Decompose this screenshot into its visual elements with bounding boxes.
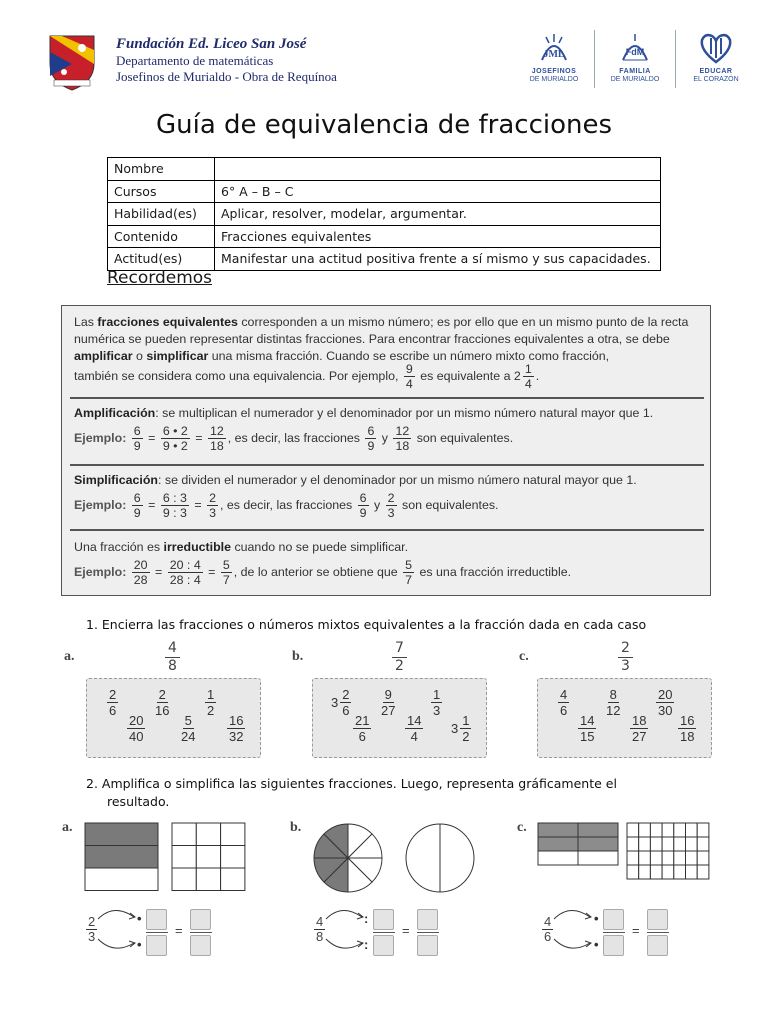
josefinos-logo — [520, 30, 588, 90]
table-label: Habilidad(es) — [108, 203, 215, 226]
fraction-option[interactable] — [576, 713, 598, 744]
text: una misma fracción. Cuando se escribe un número mixto como fracción, — [208, 349, 610, 363]
fraction-figures — [537, 822, 717, 894]
grid-cell[interactable] — [221, 823, 245, 846]
grid-cell[interactable] — [674, 851, 686, 865]
fraction-option[interactable]: 3 $\frac{2}{6}$ — [331, 687, 350, 718]
fraction: $\frac{1}{4}$ — [524, 362, 532, 391]
exercise-1-letter: a. — [64, 649, 75, 664]
simplification-example: Ejemplo: $\frac{6}{9}$ = $\frac{6 : 3}{9 : 3}$ = $\frac{2}{3}$ , es decir, las fracciones $\frac{6}{9}$ y $\frac{2}{3}$ son equivalentes. — [74, 491, 499, 520]
exercise-1-prompt: 1. Encierra las fracciones o números mixtos equivalentes a la fracción dada en cada caso — [86, 617, 647, 632]
table-row — [108, 225, 661, 248]
page-header — [40, 28, 740, 98]
familia-sub: DE MURIALDO — [610, 76, 660, 83]
page-title: Guía de equivalencia de fracciones — [155, 110, 613, 140]
table-label: Actitud(es) — [108, 248, 215, 271]
grid-cell[interactable] — [172, 868, 196, 891]
grid-cell[interactable] — [650, 851, 662, 865]
fraction-option[interactable] — [403, 713, 425, 744]
fraction: $\frac{20}{30}$ — [658, 687, 673, 718]
exercise-2-prompt-line1: 2. Amplifica o simplifica las siguientes fracciones. Luego, representa gráficamente el — [86, 776, 617, 791]
irreducible-example: Ejemplo: $\frac{20}{28}$ = $\frac{20 : 4}{28 : 4}$ = $\frac{5}{7}$ , de lo anterior se obtiene que $\frac{5}{7}$ es una fracción irreductible. — [74, 558, 572, 587]
text: es equivalente a 2 — [420, 368, 521, 383]
exercise-2-prompt-line2: resultado. — [107, 794, 170, 809]
result-input[interactable] — [647, 935, 668, 956]
educar-sub: EL CORAZÓN — [693, 76, 739, 83]
fraction-option[interactable] — [429, 687, 444, 718]
heart-icon — [696, 30, 736, 66]
fraction-option[interactable] — [654, 687, 676, 718]
fraction: $\frac{4}{6}$ — [560, 687, 568, 718]
text: cuando no se puede simplificar. — [231, 540, 409, 554]
fraction-option[interactable] — [351, 713, 373, 744]
school-crest-icon — [44, 32, 100, 92]
fraction: $\frac{2}{3}$ — [618, 640, 633, 675]
divider — [70, 529, 704, 531]
text: corresponden a un mismo número; es por ello que en un mismo punto de la recta numérica se pueden representar distintas fracciones. Para encontrar fracciones equivalentes a otra, se debe — [74, 315, 689, 346]
fraction: $\frac{1}{2}$ — [462, 713, 470, 744]
grid-cell[interactable] — [196, 823, 220, 846]
fraction: $\frac{2}{6}$ — [342, 687, 350, 718]
grid-cell[interactable] — [674, 865, 686, 879]
fraction-bar — [190, 932, 212, 933]
fraction-figures — [311, 822, 491, 894]
table-row — [108, 203, 661, 226]
result-input[interactable] — [417, 935, 438, 956]
table-row — [108, 180, 661, 203]
equals-sign: = — [402, 923, 410, 938]
fraction: $\frac{2}{6}$ — [109, 687, 117, 718]
grid-cell[interactable] — [662, 851, 674, 865]
text: Simplificación — [74, 473, 158, 487]
factor-input[interactable] — [603, 909, 624, 930]
text: también se considera como una equivalencia. Por ejemplo, — [74, 368, 399, 383]
grid-cell[interactable] — [662, 837, 674, 851]
result-input[interactable] — [417, 909, 438, 930]
grid-cell[interactable] — [697, 837, 709, 851]
fraction-part — [578, 851, 618, 865]
amplification-example: Ejemplo: $\frac{6}{9}$ = $\frac{6 • 2}{9 • 2}$ = $\frac{12}{18}$ , es decir, las fracciones $\frac{6}{9}$ y $\frac{12}{18}$ son equivalentes. — [74, 424, 514, 453]
fraction: $\frac{4}{8}$ — [165, 640, 180, 675]
grid-cell[interactable] — [686, 823, 698, 837]
fraction: $\frac{2}{16}$ — [155, 687, 170, 718]
fraction: $\frac{21}{6}$ — [355, 713, 370, 744]
text: : se multiplican el numerador y el denominador por un mismo número natural mayor que 1. — [155, 406, 654, 420]
fraction: $\frac{9}{4}$ — [405, 362, 413, 391]
fraction: $\frac{9}{27}$ — [381, 687, 396, 718]
grid-cell[interactable] — [221, 846, 245, 869]
grid-cell[interactable] — [172, 823, 196, 846]
text: simplificar — [146, 349, 209, 363]
grid-cell[interactable] — [674, 823, 686, 837]
factor-input[interactable] — [603, 935, 624, 956]
result-input[interactable] — [647, 909, 668, 930]
theory-box — [61, 305, 711, 596]
fraction: $\frac{4}{6}$ — [544, 914, 552, 944]
table-label: Contenido — [108, 225, 215, 248]
fraction: $\frac{18}{27}$ — [632, 713, 647, 744]
fraction-option[interactable] — [225, 713, 247, 744]
text: o — [132, 349, 147, 363]
intro-example: también se considera como una equivalencia. Por ejemplo, $\frac{9}{4}$ es equivalente a 2 $\frac{1}{4}$ . — [74, 362, 540, 391]
educar-logo — [682, 30, 750, 90]
options-box — [537, 678, 712, 758]
text: , es decir, las fracciones — [227, 430, 360, 445]
fraction: $\frac{7}{2}$ — [392, 640, 407, 675]
exercise-1-letter: b. — [292, 649, 304, 664]
grid-cell[interactable] — [196, 846, 220, 869]
josefinos-sub: DE MURIALDO — [529, 76, 579, 83]
operator-symbol: : — [364, 937, 369, 952]
fraction-option[interactable] — [377, 687, 399, 718]
table-value: Manifestar una actitud positiva frente a sí mismo y sus capacidades. — [215, 248, 661, 271]
text: es una fracción irreductible. — [419, 564, 572, 579]
josefinos-mark: JML — [543, 49, 565, 60]
fraction: $\frac{8}{12}$ — [606, 687, 621, 718]
fraction-option[interactable] — [105, 687, 120, 718]
logo-divider — [675, 30, 676, 88]
result-input[interactable] — [190, 909, 211, 930]
grid-cell[interactable] — [639, 837, 651, 851]
equals-sign: = — [632, 923, 640, 938]
familia-mark: FdM — [625, 47, 645, 57]
fraction-part — [578, 823, 618, 837]
text: y — [374, 497, 381, 512]
fraction-option[interactable] — [602, 687, 624, 718]
section-heading: Recordemos — [107, 268, 213, 288]
fraction-option[interactable] — [676, 713, 698, 744]
grid-cell[interactable] — [650, 865, 662, 879]
irreducible-definition — [74, 539, 702, 556]
fraction: $\frac{20}{40}$ — [129, 713, 144, 744]
fraction-bar — [417, 932, 439, 933]
fraction-part — [85, 868, 158, 891]
fraction: $\frac{16}{32}$ — [229, 713, 244, 744]
fraction-option[interactable] — [628, 713, 650, 744]
options-box — [312, 678, 487, 758]
logo-divider — [594, 30, 595, 88]
josefinos-logo-icon — [534, 30, 574, 66]
exercise-1-letter: c. — [519, 649, 529, 664]
fraction-part — [538, 837, 578, 851]
grid-cell[interactable] — [697, 823, 709, 837]
grid-cell[interactable] — [697, 851, 709, 865]
fraction-part — [85, 846, 158, 869]
table-value: 6° A – B – C — [215, 180, 661, 203]
text: irreductible — [163, 540, 232, 554]
school-location: Josefinos de Murialdo - Obra de Requínoa — [116, 69, 337, 84]
grid-cell[interactable] — [639, 865, 651, 879]
grid-cell[interactable] — [686, 865, 698, 879]
grid-cell[interactable] — [627, 851, 639, 865]
grid-cell[interactable] — [172, 846, 196, 869]
text: Amplificación — [74, 406, 156, 420]
fraction-option[interactable] — [151, 687, 173, 718]
table-row — [108, 158, 661, 181]
equals-sign: = — [175, 923, 183, 938]
curved-arrows-icon — [550, 905, 600, 955]
exercise-2-letter: b. — [290, 820, 302, 835]
fraction-bar — [647, 932, 669, 933]
divider — [70, 397, 704, 399]
fraction-part — [538, 823, 578, 837]
text: Una fracción es — [74, 540, 164, 554]
grid-cell[interactable] — [639, 851, 651, 865]
fraction-bar — [603, 932, 625, 933]
name-field[interactable] — [215, 158, 661, 181]
text: Ejemplo: — [74, 497, 127, 512]
simplification-definition — [74, 472, 702, 489]
grid-cell[interactable] — [697, 865, 709, 879]
text: Ejemplo: — [74, 564, 127, 579]
fraction: $\frac{1}{2}$ — [207, 687, 215, 718]
grid-cell[interactable] — [650, 823, 662, 837]
grid-cell[interactable] — [627, 837, 639, 851]
partner-logos — [520, 30, 750, 96]
fraction-option[interactable]: 3 $\frac{1}{2}$ — [451, 713, 470, 744]
fraction-option[interactable] — [177, 713, 199, 744]
operator-symbol: : — [364, 911, 369, 926]
text: : se dividen el numerador y el denominador por un mismo número natural mayor que 1. — [158, 473, 637, 487]
intro-paragraph — [74, 314, 702, 365]
familia-logo — [601, 30, 669, 90]
result-input[interactable] — [190, 935, 211, 956]
text: , de lo anterior se obtiene que — [233, 564, 398, 579]
text: Ejemplo: — [74, 430, 127, 445]
grid-cell[interactable] — [639, 823, 651, 837]
factor-input[interactable] — [146, 935, 167, 956]
text: fracciones equivalentes — [97, 315, 238, 329]
text: , es decir, las fracciones — [219, 497, 353, 512]
text: amplificar — [74, 349, 133, 363]
fraction: $\frac{2}{3}$ — [88, 914, 96, 944]
operator-symbol: • — [594, 937, 599, 952]
school-name: Fundación Ed. Liceo San José — [116, 36, 307, 52]
fraction-option[interactable] — [556, 687, 571, 718]
grid-cell[interactable] — [221, 868, 245, 891]
given-fraction — [616, 640, 635, 675]
fraction: $\frac{14}{4}$ — [407, 713, 422, 744]
given-fraction — [163, 640, 182, 675]
grid-cell[interactable] — [627, 823, 639, 837]
fraction-figures — [84, 822, 264, 894]
operator-symbol: • — [594, 911, 599, 926]
exercise-2-letter: a. — [62, 820, 73, 835]
table-label: Cursos — [108, 180, 215, 203]
table-value: Fracciones equivalentes — [215, 225, 661, 248]
given-fraction — [390, 640, 409, 675]
grid-cell[interactable] — [650, 837, 662, 851]
options-box — [86, 678, 261, 758]
text: son equivalentes. — [402, 497, 499, 512]
text: y — [381, 430, 388, 445]
department-name: Departamento de matemáticas — [116, 53, 274, 68]
fraction-part — [85, 823, 158, 846]
educar-name: EDUCAR — [699, 68, 733, 75]
fraction: $\frac{4}{8}$ — [316, 914, 324, 944]
grid-cell[interactable] — [196, 868, 220, 891]
fraction-bar — [146, 932, 168, 933]
info-table — [107, 157, 661, 271]
fraction-option[interactable] — [125, 713, 147, 744]
table-row — [108, 248, 661, 271]
factor-input[interactable] — [146, 909, 167, 930]
table-value: Aplicar, resolver, modelar, argumentar. — [215, 203, 661, 226]
fraction-part — [538, 851, 578, 865]
factor-input[interactable] — [373, 935, 394, 956]
grid-cell[interactable] — [662, 865, 674, 879]
fraction-option[interactable] — [203, 687, 218, 718]
table-label: Nombre — [108, 158, 215, 181]
grid-cell[interactable] — [686, 851, 698, 865]
fraction: $\frac{14}{15}$ — [580, 713, 595, 744]
fraction-part — [578, 837, 618, 851]
text: son equivalentes. — [416, 430, 514, 445]
familia-name: FAMILIA — [619, 68, 651, 75]
fraction: $\frac{16}{18}$ — [680, 713, 695, 744]
familia-logo-icon — [615, 30, 655, 66]
operator-symbol: • — [137, 937, 142, 952]
grid-cell[interactable] — [686, 837, 698, 851]
grid-cell[interactable] — [627, 865, 639, 879]
fraction: $\frac{5}{24}$ — [181, 713, 196, 744]
josefinos-name: JOSEFINOS — [531, 68, 577, 75]
operator-symbol: • — [137, 911, 142, 926]
factor-input[interactable] — [373, 909, 394, 930]
grid-cell[interactable] — [674, 837, 686, 851]
divider — [70, 464, 704, 466]
exercise-2-letter: c. — [517, 820, 527, 835]
amplification-definition — [74, 405, 702, 422]
school-info — [116, 36, 337, 85]
text: Las — [74, 315, 98, 329]
fraction-bar — [373, 932, 395, 933]
fraction: $\frac{1}{3}$ — [433, 687, 441, 718]
grid-cell[interactable] — [662, 823, 674, 837]
